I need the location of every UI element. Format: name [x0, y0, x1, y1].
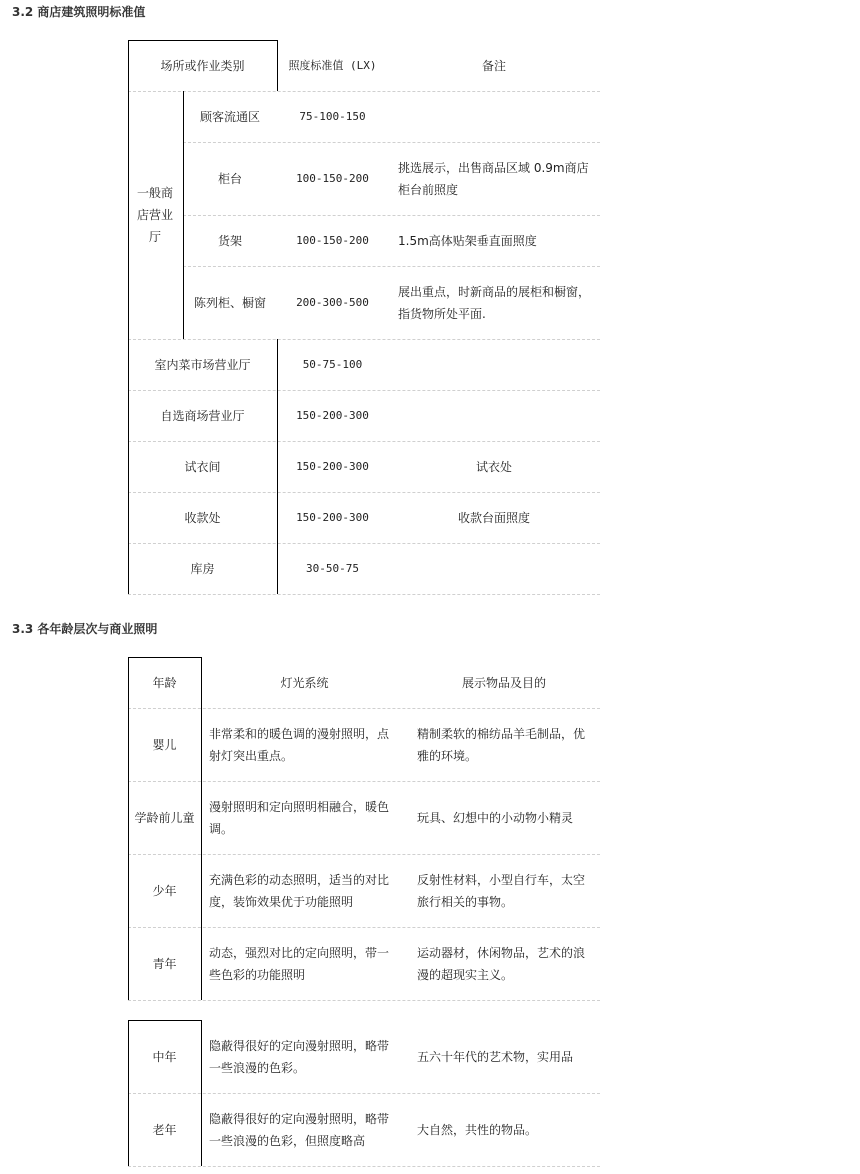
- table-cell: 1.5m高体贴架垂直面照度: [398, 233, 537, 248]
- table-cell: 货架: [217, 233, 242, 248]
- table-cell: 收款台面照度: [457, 510, 530, 525]
- header-cell: 照度标准值 (LX): [288, 58, 377, 72]
- table-cell: 100-150-200: [296, 171, 369, 185]
- table-cell: 试衣间: [184, 459, 221, 474]
- table-cell: 少年: [152, 883, 177, 898]
- table-cell: 学龄前儿童: [134, 810, 195, 825]
- table-border: [183, 91, 184, 339]
- table-cell: 试衣处: [475, 459, 512, 474]
- table-cell: 展出重点，时新商品的展柜和橱窗，指货物所处平面.: [398, 284, 591, 321]
- header-cell: 灯光系统: [280, 675, 329, 690]
- table-cell: 150-200-300: [296, 459, 369, 473]
- header-cell: 年龄: [152, 675, 177, 690]
- table-cell: 漫射照明和定向照明相融合，暖色调。: [209, 799, 390, 836]
- table-cell: 充满色彩的动态照明，适当的对比度，装饰效果优于功能照明: [209, 872, 390, 909]
- table-cell: 非常柔和的暖色调的漫射照明，点射灯突出重点。: [209, 726, 390, 763]
- section-heading-shop-lighting: 3.2 商店建筑照明标准值: [12, 5, 146, 19]
- table-cell: 青年: [152, 956, 177, 971]
- table-cell: 玩具、幻想中的小动物小精灵: [417, 810, 574, 825]
- row-divider: [128, 594, 600, 595]
- row-divider: [128, 1166, 600, 1167]
- table-cell: 库房: [190, 561, 215, 576]
- table-border: [277, 40, 278, 91]
- table-cell: 挑选展示，出售商品区域 0.9m商店柜台前照度: [398, 160, 589, 197]
- table-border: [201, 657, 202, 1000]
- table-cell: 反射性材料，小型自行车，太空旅行相关的事物。: [417, 872, 586, 909]
- table-cell: 柜台: [217, 171, 242, 186]
- table-cell: 老年: [152, 1122, 177, 1137]
- header-cell: 备注: [481, 58, 506, 73]
- group-label: 一般商店营业厅: [136, 186, 173, 244]
- section-heading-age-lighting: 3.3 各年龄层次与商业照明: [12, 622, 158, 636]
- table-border: [128, 40, 129, 594]
- table-cell: 中年: [152, 1049, 177, 1064]
- table-cell: 200-300-500: [296, 295, 369, 309]
- table-border: [128, 1020, 129, 1166]
- table-cell: 隐蔽得很好的定向漫射照明，略带一些浪漫的色彩。: [209, 1038, 390, 1075]
- table-cell: 75-100-150: [299, 109, 366, 123]
- table-cell: 100-150-200: [296, 233, 369, 247]
- row-divider: [128, 1000, 600, 1001]
- table-cell: 顾客流通区: [199, 109, 260, 124]
- table-cell: 婴儿: [152, 737, 177, 752]
- table-cell: 精制柔软的棉纺品羊毛制品，优雅的环境。: [417, 726, 586, 763]
- header-cell: 展示物品及目的: [461, 675, 546, 690]
- table-border: [128, 40, 277, 41]
- table-cell: 50-75-100: [302, 357, 363, 371]
- table-cell: 收款处: [184, 510, 221, 525]
- table-border: [128, 657, 129, 1000]
- table-cell: 150-200-300: [296, 510, 369, 524]
- table-cell: 隐蔽得很好的定向漫射照明，略带一些浪漫的色彩，但照度略高: [209, 1111, 390, 1148]
- table-cell: 五六十年代的艺术物，实用品: [417, 1049, 574, 1064]
- table-border: [277, 339, 278, 594]
- table-cell: 150-200-300: [296, 408, 369, 422]
- table-cell: 30-50-75: [306, 561, 359, 575]
- table-cell: 自选商场营业厅: [160, 408, 245, 423]
- table-cell: 动态，强烈对比的定向照明，带一些色彩的功能照明: [209, 945, 390, 982]
- table-cell: 大自然，共性的物品。: [417, 1122, 538, 1137]
- table-cell: 运动器材，休闲物品，艺术的浪漫的超现实主义。: [417, 945, 586, 982]
- header-cell: 场所或作业类别: [160, 58, 245, 73]
- table-border: [201, 1020, 202, 1166]
- table-cell: 陈列柜、橱窗: [193, 295, 266, 310]
- table-cell: 室内菜市场营业厅: [154, 357, 251, 372]
